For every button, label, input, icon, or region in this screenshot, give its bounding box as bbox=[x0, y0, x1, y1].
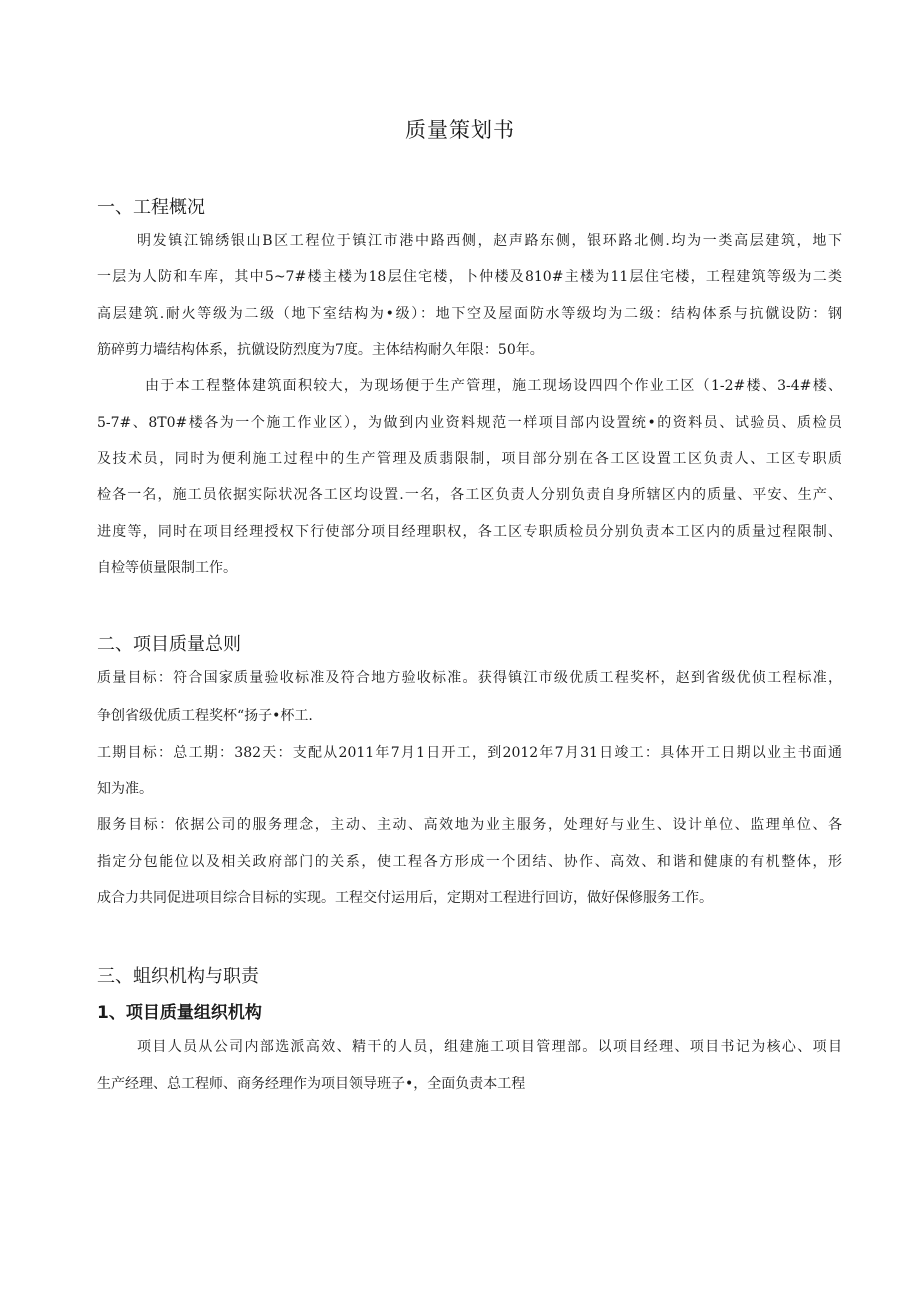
service-goal-line: 服务目标：依据公司的服务理念，主动、主动、高效地为业主服务，处理好与业生、设计单位、监理单位、各 bbox=[97, 817, 842, 833]
paragraph-line: 检各一名，施工员依据实际状况各工区均设置.一名，各工区负责人分别负责自身所辖区内的质量、平安、生产、 bbox=[97, 487, 842, 503]
paragraph-line: 自检等侦量限制工作。 bbox=[97, 560, 237, 576]
paragraph-line: 及技术员，同时为便利施工过程中的生产管理及质翡限制，项目部分别在各工区设置工区负责人、工区专职质 bbox=[97, 451, 842, 467]
paragraph-line: 5-7#、8T0#楼各为一个施工作业区），为做到内业资料规范一样项目部内设置统•的资料员、试验员、质检员 bbox=[97, 415, 842, 431]
section-heading-quality-principles: 二、项目质量总则 bbox=[97, 634, 241, 655]
subsection-heading-org-structure: 1、项目质量组织机构 bbox=[97, 1003, 262, 1023]
quality-goal-line: 争创省级优质工程奖杯“扬子•杯工. bbox=[97, 708, 313, 724]
paragraph-line: 由于本工程整体建筑面积较大，为现场便于生产管理，施工现场设四四个作业工区（1-2#楼、3-4#楼、 bbox=[145, 378, 842, 394]
schedule-goal-line: 知为准。 bbox=[97, 781, 153, 797]
service-goal-line: 指定分包能位以及相关政府部门的关系，使工程各方形成一个团结、协作、高效、和谐和健康的有机整体，形 bbox=[97, 854, 842, 870]
schedule-goal-line: 工期目标：总工期：382天：支配从2011年7月1日开工，到2012年7月31日竣工：具体开工日期以业主书面通 bbox=[97, 745, 842, 761]
section-heading-organization: 三、蛆织机构与职责 bbox=[97, 966, 259, 987]
paragraph-line: 项目人员从公司内部选派高效、精干的人员，组建施工项目管理部。以项目经理、项目书记为核心、项目 bbox=[137, 1039, 842, 1055]
paragraph-line: 一层为人防和车库，其中5~7#楼主楼为18层住宅楼，卜仲楼及810#主楼为11层住宅楼，工程建筑等级为二类 bbox=[97, 269, 842, 285]
paragraph-line: 明发镇江锦绣银山B区工程位于镇江市港中路西侧，赵声路东侧，银环路北侧.均为一类高层建筑，地下 bbox=[137, 233, 842, 249]
section-heading-overview: 一、工程概况 bbox=[97, 197, 205, 218]
quality-goal-line: 质量目标：符合国家质量验收标准及符合地方验收标准。获得镇江市级优质工程奖杯，赵到省级优侦工程标准， bbox=[97, 670, 842, 686]
paragraph-line: 进度等，同时在项目经理授权下行使部分项目经理职权，各工区专职质检员分别负责本工区内的质量过程限制、 bbox=[97, 524, 842, 540]
paragraph-line: 筋碎剪力墙结构体系，抗僦设防烈度为7度。主体结构耐久年限：50年。 bbox=[97, 342, 544, 358]
paragraph-line: 生产经理、总工程师、商务经理作为项目领导班子•，全面负责本工程 bbox=[97, 1076, 526, 1092]
service-goal-line: 成合力共同促进项目综合目标的实现。工程交付运用后，定期对工程进行回访，做好保修服务工作。 bbox=[97, 890, 713, 906]
paragraph-line: 高层建筑.耐火等级为二级（地下室结构为•级）：地下空及屋面防水等级均为二级：结构体系与抗僦设防：钢 bbox=[97, 306, 842, 322]
document-title: 质量策划书 bbox=[405, 118, 515, 142]
